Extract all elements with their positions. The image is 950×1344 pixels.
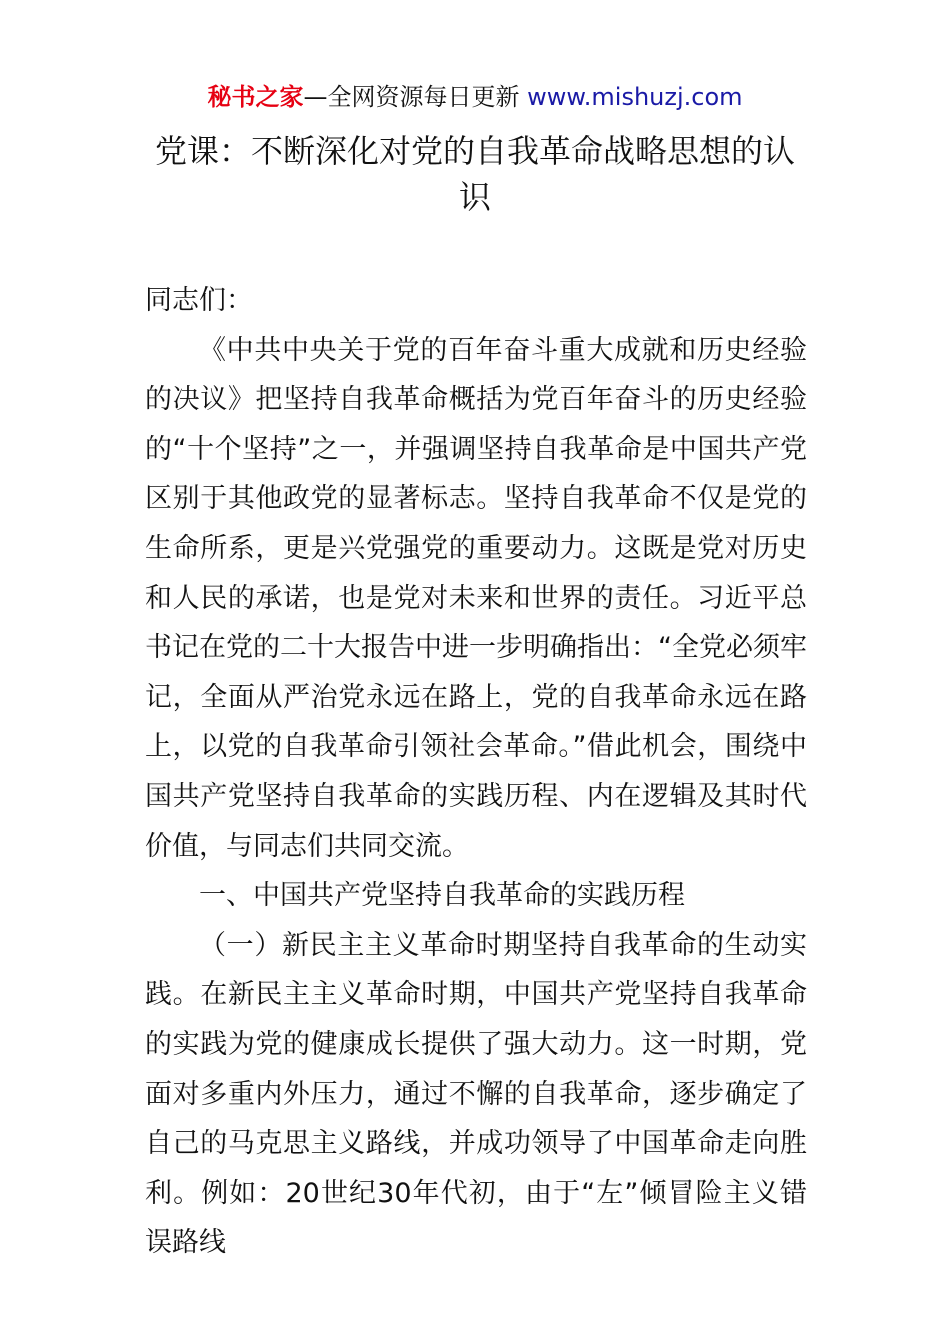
site-tagline: —全网资源每日更新 [303, 83, 528, 111]
paragraph: （一）新民主主义革命时期坚持自我革命的生动实践。在新民主主义革命时期，中国共产党坚持自我革命的实践为党的健康成长提供了强大动力。这一时期，党面对多重内外压力，通过不懈的自我革命，逐步确定了自己的马克思主义路线，并成功领导了中国革命走向胜利。例如：20世纪30年代初，由于“左”倾冒险主义错误路线 [145, 929, 807, 1259]
section-heading: 一、中国共产党坚持自我革命的实践历程 [199, 880, 685, 912]
document-body [145, 276, 807, 1268]
document-title: 党课：不断深化对党的自我革命战略思想的认识 [154, 132, 795, 216]
paragraph: 《中共中央关于党的百年奋斗重大成就和历史经验的决议》把坚持自我革命概括为党百年奋斗的历史经验的“十个坚持”之一，并强调坚持自我革命是中国共产党区别于其他政党的显著标志。坚持自我革命不仅是党的生命所系，更是兴党强党的重要动力。这既是党对历史和人民的承诺，也是党对未来和世界的责任。习近平总书记在党的二十大报告中进一步明确指出：“全党必须牢记，全面从严治党永远在路上，党的自我革命永远在路上，以党的自我革命引领社会革命。”借此机会，围绕中国共产党坚持自我革命的实践历程、内在逻辑及其时代价值，与同志们共同交流。 [145, 334, 807, 862]
salutation: 同志们： [145, 285, 253, 316]
site-brand: 秘书之家 [207, 83, 304, 111]
site-header [0, 80, 950, 114]
site-url-link[interactable]: www.mishuzj.com [527, 83, 743, 111]
